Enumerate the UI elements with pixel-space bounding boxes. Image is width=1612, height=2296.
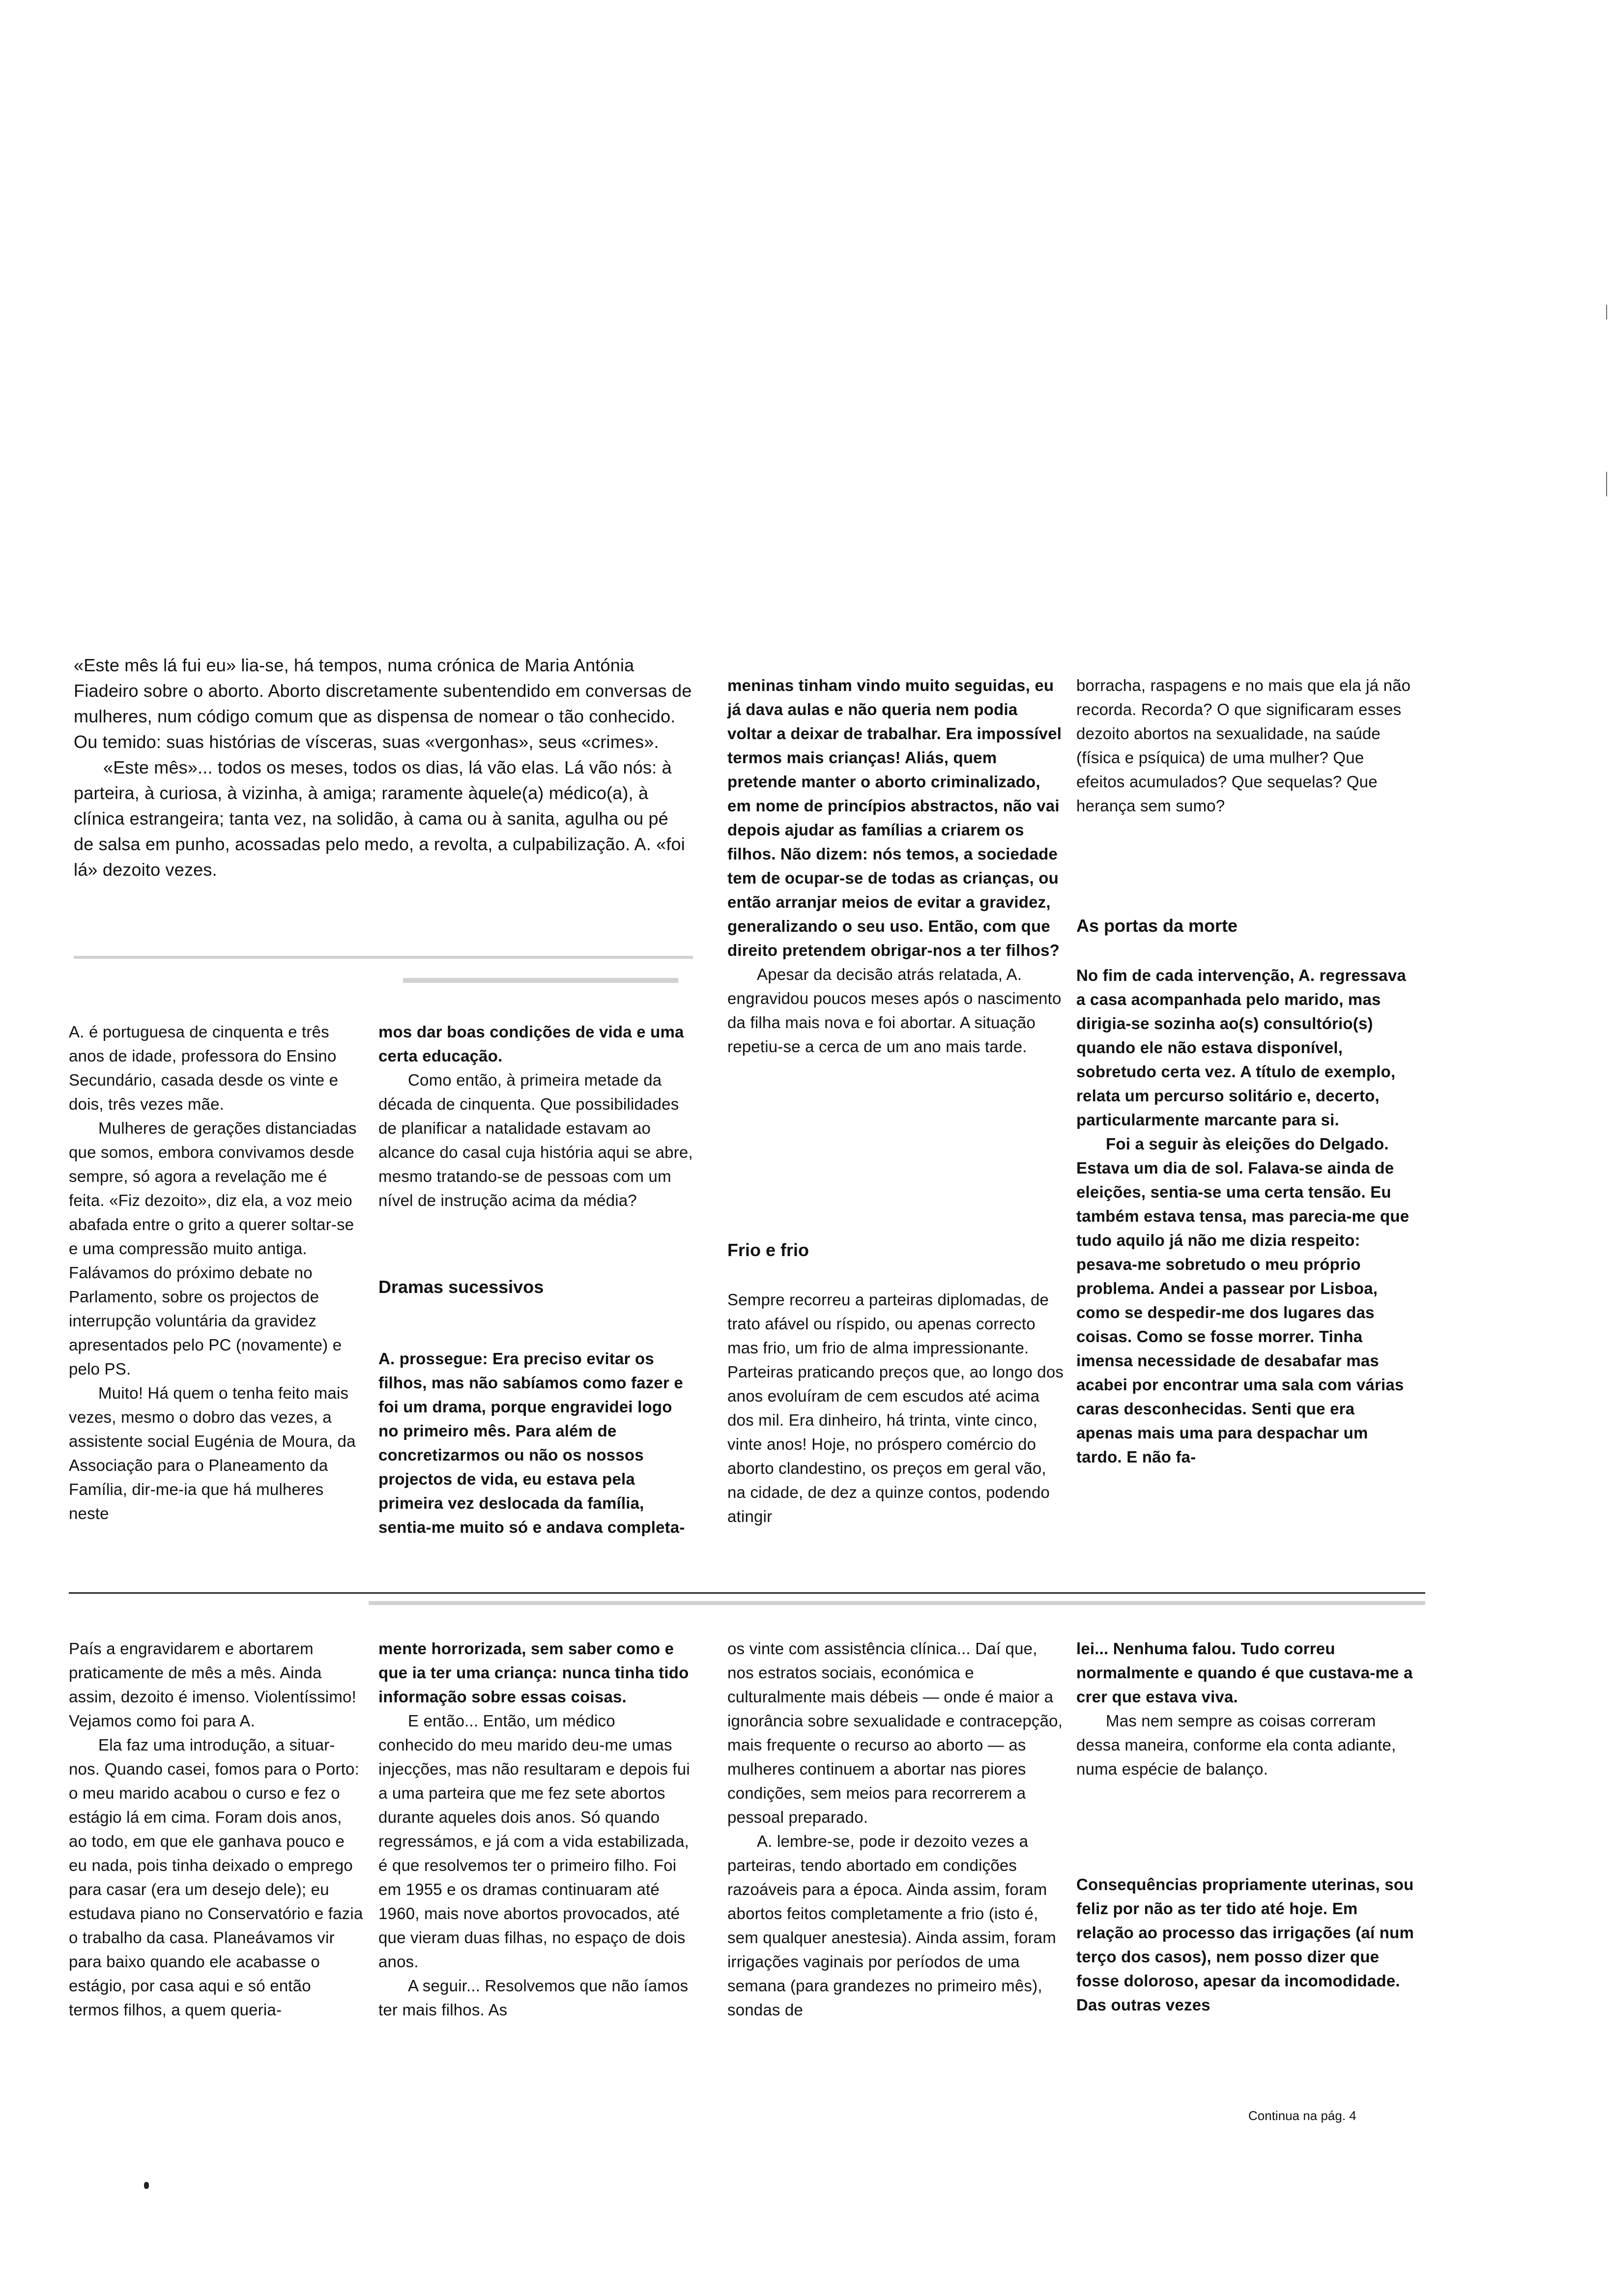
paragraph: País a engravidarem e abortarem praticamente de mês a mês. Ainda assim, dezoito é imenso. Violentíssimo! Vejamos como foi para A. bbox=[69, 1639, 356, 1730]
column-4-top bbox=[1076, 673, 1415, 818]
paragraph: os vinte com assistência clínica... Daí que, nos estratos sociais, económica e culturalmente mais débeis — onde é maior a ignorância sobre sexualidade e contracepção, mais frequente o recurso ao aborto — as mulheres continuem a abortar nas piores condições, sem meios para recorrerem a pessoal preparado. bbox=[727, 1639, 1063, 1826]
print-noise bbox=[369, 1601, 1425, 1605]
subheading-frio: Frio e frio bbox=[727, 1240, 809, 1260]
column-4-bottom-continued bbox=[1076, 1872, 1415, 2017]
paragraph: Consequências propriamente uterinas, sou feliz por não as ter tido até hoje. Em relação ao processo das irrigações (aí num terço dos casos), nem posso dizer que fosse doloroso, apesar da incomodidade. Das outras vezes bbox=[1076, 1875, 1414, 2014]
intro-paragraph: «Este mês»... todos os meses, todos os dias, lá vão elas. Lá vão nós: à parteira, à curiosa, à vizinha, à amiga; raramente àquele(a) médico(a), à clínica estrangeira; tanta vez, na solidão, à cama ou à sanita, agulha ou pé de salsa em punho, acossadas pelo medo, a revolta, a culpabilização. A. «foi lá» dezoito vezes. bbox=[74, 757, 685, 880]
paragraph: A. é portuguesa de cinquenta e três anos de idade, professora do Ensino Secundário, casada desde os vinte e dois, três vezes mãe. bbox=[69, 1023, 339, 1113]
paragraph: meninas tinham vindo muito seguidas, eu já dava aulas e não queria nem podia voltar a deixar de trabalhar. Era impossível termos mais crianças! Aliás, quem pretende manter o aborto criminalizado, em nome de princípios abstractos, não vai depois ajudar as famílias a criarem os filhos. Não dizem: nós temos, a sociedade tem de ocupar-se de todas as crianças, ou então arranjar meios de evitar a gravidez, generalizando o seu uso. Então, com que direito pretendem obrigar-nos a ter filhos? bbox=[727, 676, 1062, 959]
column-4-bottom bbox=[1076, 1636, 1415, 1781]
paragraph: A seguir... Resolvemos que não íamos ter mais filhos. As bbox=[378, 1977, 689, 2019]
paragraph: Mulheres de gerações distanciadas que somos, embora convivamos desde sempre, só agora a revelação me é feita. «Fiz dezoito», diz ela, a voz meio abafada entre o grito a querer soltar-se e uma compressão muito antiga. Falávamos do próximo debate no Parlamento, sobre os projectos de interrupção voluntária da gravidez apresentados pelo PC (novamente) e pelo PS. bbox=[69, 1119, 357, 1378]
edge-mark bbox=[1606, 472, 1607, 496]
paragraph: A. lembre-se, pode ir dezoito vezes a parteiras, tendo abortado em condições razoáveis para a época. Ainda assim, foram abortos feitos completamente a frio (isto é, sem qualquer anestesia). Ainda assim, foram irrigações vaginais por períodos de uma semana (para grandezes no primeiro mês), sondas de bbox=[727, 1832, 1056, 2019]
subheading-portas: As portas da morte bbox=[1076, 916, 1238, 936]
column-3-top bbox=[727, 673, 1066, 1059]
ink-speck bbox=[144, 2182, 149, 2189]
intro-paragraphs bbox=[74, 653, 693, 883]
edge-mark bbox=[1606, 305, 1607, 319]
column-4-continued bbox=[1076, 963, 1415, 1469]
column-3-bottom bbox=[727, 1636, 1066, 2022]
intro-paragraph: «Este mês lá fui eu» lia-se, há tempos, numa crónica de Maria Antónia Fiadeiro sobre o aborto. Aborto discretamente subentendido em conversas de mulheres, num código comum que as dispensa de nomear o tão conhecido. Ou temido: suas histórias de vísceras, suas «vergonhas», seus «crimes». bbox=[74, 655, 692, 752]
paragraph: mos dar boas condições de vida e uma certa educação. bbox=[378, 1023, 684, 1065]
column-1-bottom bbox=[69, 1636, 364, 2022]
column-1-top bbox=[69, 1020, 364, 1525]
column-2-top bbox=[378, 1020, 693, 1212]
continuation-note: Continua na pág. 4 bbox=[1248, 2108, 1356, 2123]
print-noise bbox=[74, 956, 693, 959]
column-2-continued bbox=[378, 1347, 693, 1539]
paragraph: Mas nem sempre as coisas correram dessa maneira, conforme ela conta adiante, numa espécie de balanço. bbox=[1076, 1712, 1396, 1778]
subheading-dramas: Dramas sucessivos bbox=[378, 1277, 544, 1297]
paragraph: Sempre recorreu a parteiras diplomadas, de trato afável ou ríspido, ou apenas correcto mas frio, um frio de alma impressionante. Parteiras praticando preços que, ao longo dos anos evoluíram de cem escudos até acima dos mil. Era dinheiro, há trinta, vinte cinco, vinte anos! Hoje, no próspero comércio do aborto clandestino, os preços em geral vão, na cidade, de dez a quinze contos, podendo atingir bbox=[727, 1291, 1064, 1525]
paragraph: borracha, raspagens e no mais que ela já não recorda. Recorda? O que significaram esses dezoito abortos na sexualidade, na saúde (física e psíquica) de uma mulher? Que efeitos acumulados? Que sequelas? Que herança sem sumo? bbox=[1076, 676, 1411, 815]
paragraph: Como então, à primeira metade da década de cinquenta. Que possibilidades de planificar a natalidade estavam ao alcance do casal cuja história aqui se abre, mesmo tratando-se de pessoas com um nível de instrução acima da média? bbox=[378, 1071, 693, 1209]
paragraph: Muito! Há quem o tenha feito mais vezes, mesmo o dobro das vezes, a assistente social Eugénia de Moura, da Associação para o Planeamento da Família, dir-me-ia que há mulheres neste bbox=[69, 1384, 356, 1522]
paragraph: E então... Então, um médico conhecido do meu marido deu-me umas injecções, mas não resultaram e depois fui a uma parteira que me fez sete abortos durante aqueles dois anos. Só quando regressámos, e já com a vida estabilizada, é que resolvemos ter o primeiro filho. Foi em 1955 e os dramas continuaram até 1960, mais nove abortos provocados, até que vieram duas filhas, no espaço de dois anos. bbox=[378, 1712, 690, 1971]
paragraph: A. prossegue: Era preciso evitar os filhos, mas não sabíamos como fazer e foi um drama, porque engravidei logo no primeiro mês. Para além de concretizarmos ou não os nossos projectos de vida, eu estava pela primeira vez deslocada da família, sentia-me muito só e andava completa- bbox=[378, 1349, 685, 1536]
paragraph: Ela faz uma introdução, a situar-nos. Quando casei, fomos para o Porto: o meu marido acabou o curso e fez o estágio lá em cima. Foram dois anos, ao todo, em que ele ganhava pouco e eu nada, pois tinha deixado o emprego para casar (era um desejo dele); eu estudava piano no Conservatório e fazia o trabalho da casa. Planeávamos vir para baixo quando ele acabasse o estágio, por casa aqui e só então termos filhos, a quem queria- bbox=[69, 1736, 363, 2019]
paragraph: Apesar da decisão atrás relatada, A. engravidou poucos meses após o nascimento da filha mais nova e foi abortar. A situação repetiu-se a cerca de um ano mais tarde. bbox=[727, 965, 1062, 1056]
column-3-continued bbox=[727, 1288, 1066, 1528]
paragraph: mente horrorizada, sem saber como e que ia ter uma criança: nunca tinha tido informação sobre essas coisas. bbox=[378, 1639, 689, 1706]
horizontal-divider bbox=[69, 1592, 1425, 1594]
paragraph: Foi a seguir às eleições do Delgado. Estava um dia de sol. Falava-se ainda de eleições, sentia-se uma certa tensão. Eu também estava tensa, mas parecia-me que tudo aquilo já não me dizia respeito: pesava-me sobretudo o meu próprio problema. Andei a passear por Lisboa, como se despedir-me dos lugares das coisas. Como se fosse morrer. Tinha imensa necessidade de desabafar mas acabei por encontrar uma sala com várias caras desconhecidas. Senti que era apenas mais uma para despachar um tardo. E não fa- bbox=[1076, 1135, 1410, 1466]
column-2-bottom bbox=[378, 1636, 693, 2022]
print-noise bbox=[403, 978, 678, 983]
paragraph: No fim de cada intervenção, A. regressava a casa acompanhada pelo marido, mas dirigia-se sozinha ao(s) consultório(s) quando ele não estava disponível, sobretudo certa vez. A título de exemplo, relata um percurso solitário e, decerto, particularmente marcante para si. bbox=[1076, 966, 1406, 1129]
paragraph: lei... Nenhuma falou. Tudo correu normalmente e quando é que custava-me a crer que estava viva. bbox=[1076, 1639, 1413, 1706]
